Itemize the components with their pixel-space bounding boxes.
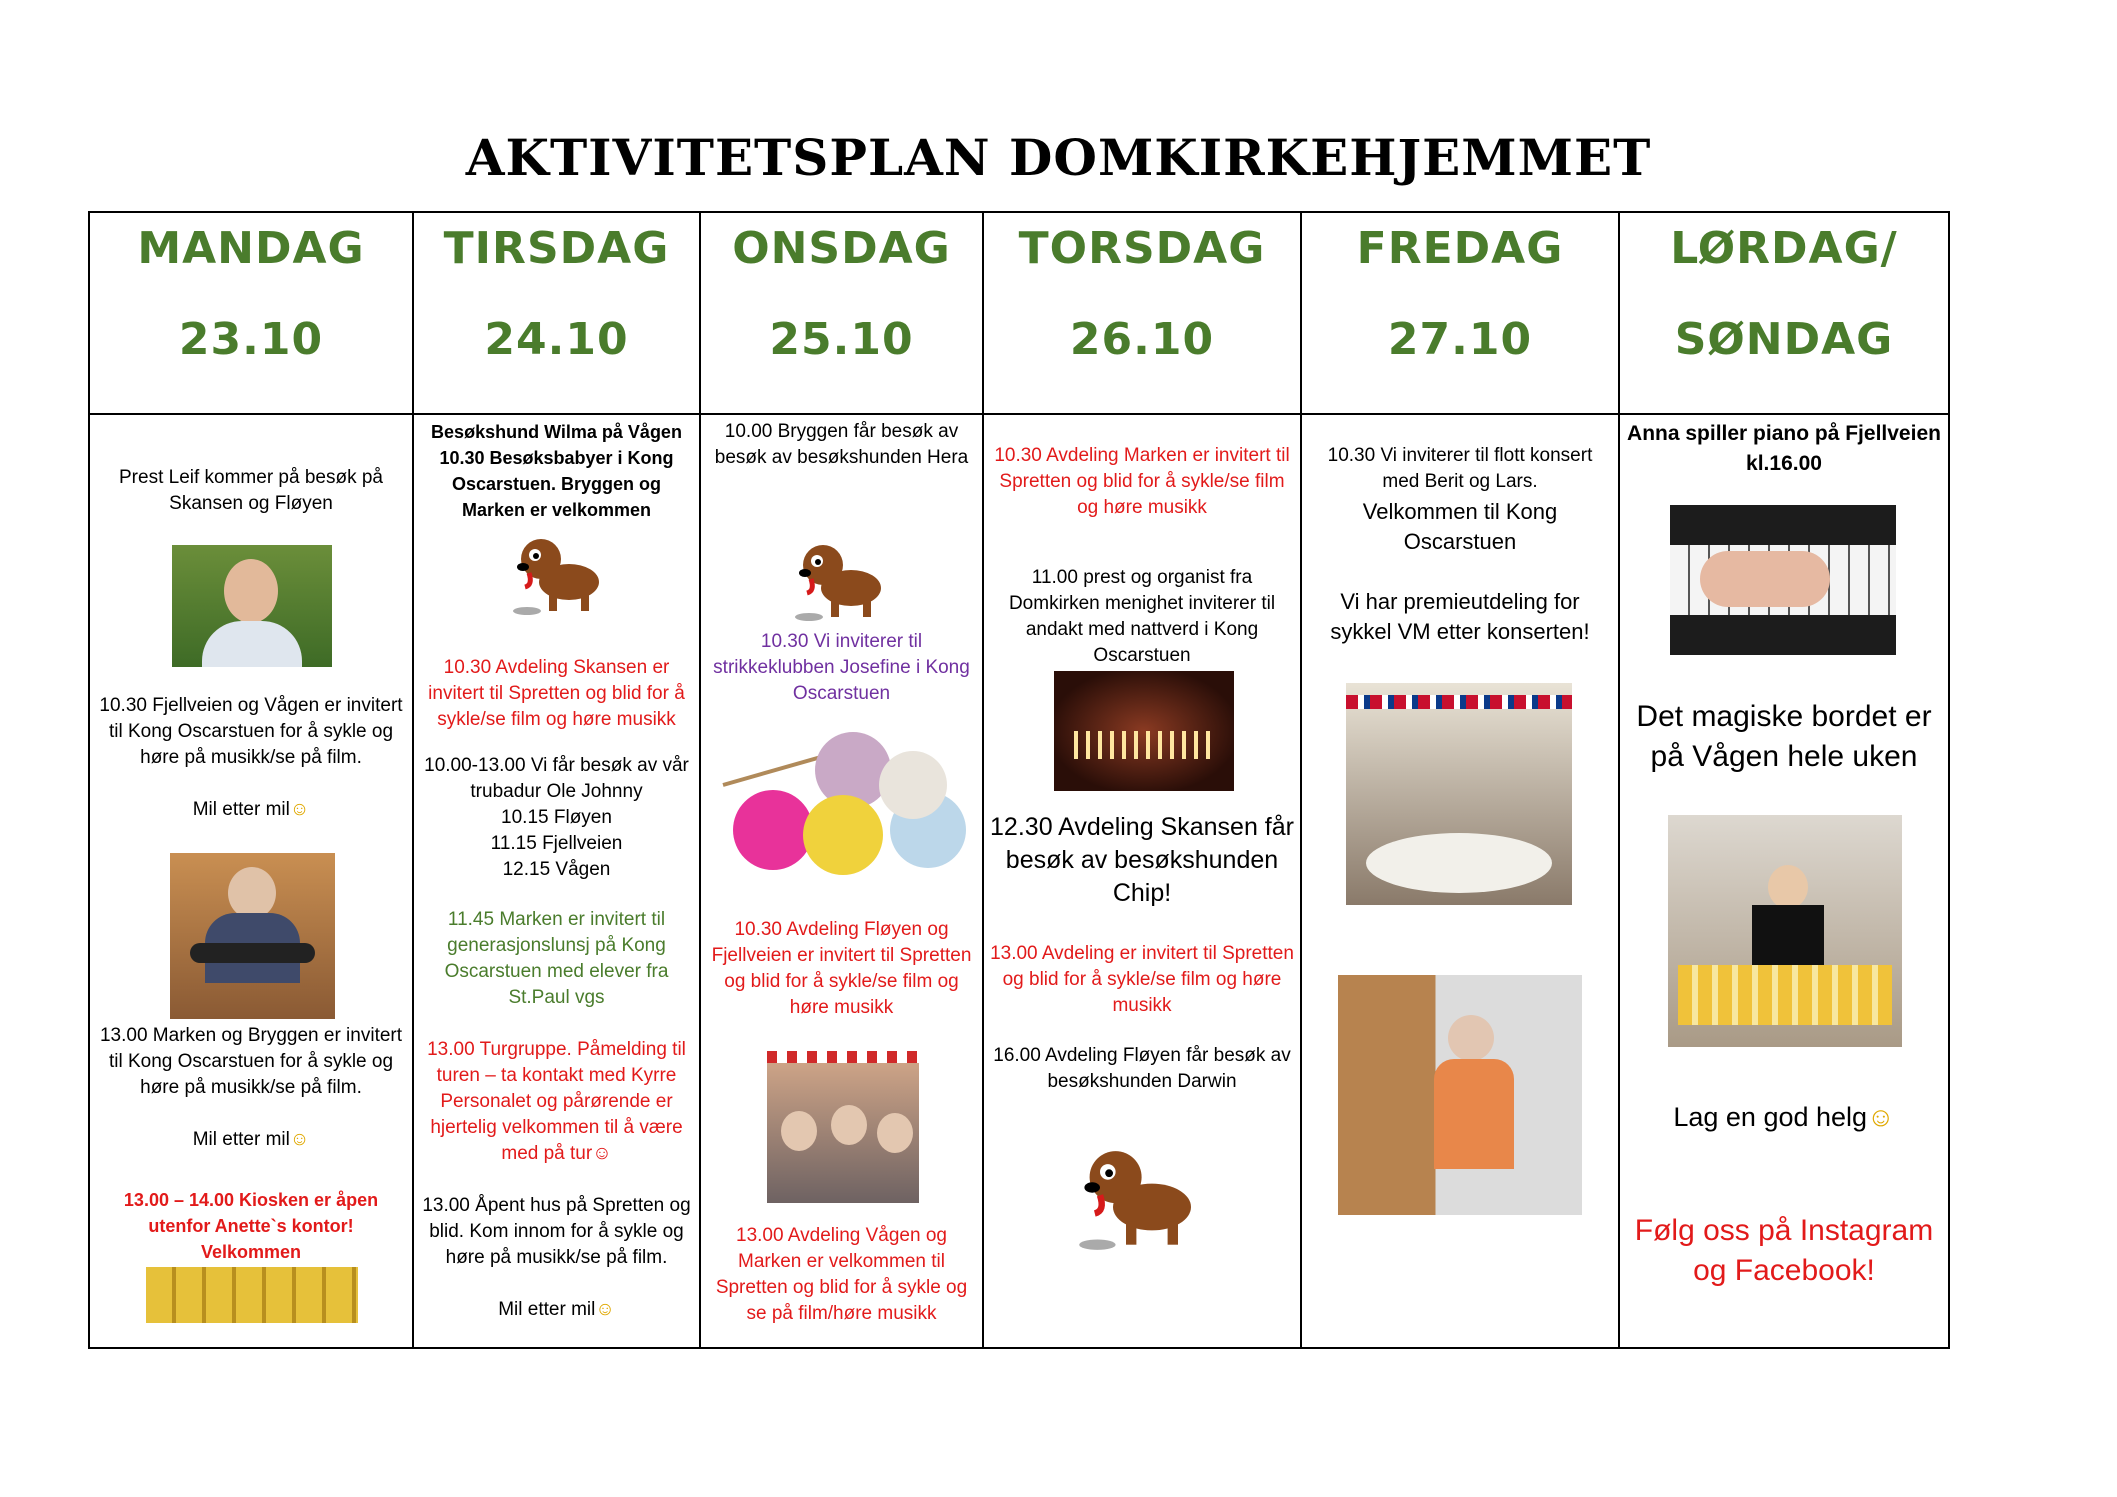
dog-icon	[791, 533, 891, 623]
activity-skansen: 10.30 Avdeling Skansen er invitert til Spretten og blid for å sykle/se film og høre musikk	[428, 657, 685, 730]
day-header-tirsdag	[413, 212, 700, 414]
column-helg	[1619, 414, 1949, 1348]
mil-etter-mil: Mil etter mil☺	[192, 799, 310, 820]
activity-anna: Anna spiller piano på Fjellveien kl.16.00	[1627, 422, 1941, 475]
activity-kiosk: 13.00 – 14.00 Kiosken er åpen utenfor Anette`s kontor! Velkommen	[123, 1190, 379, 1262]
activity-bordet: Det magiske bordet er på Vågen hele uken	[1636, 700, 1932, 773]
concert-photo	[1346, 683, 1572, 905]
mil-etter-mil: Mil etter mil☺	[192, 1129, 310, 1150]
trubadur-time-3: 12.15 Vågen	[502, 859, 611, 880]
activity-invitert: 13.00 Avdeling er invitert til Spretten og blid for å sykle/se film og høre musikk	[990, 943, 1294, 1016]
activity-hera: 10.00 Bryggen får besøk av besøk av besøkshunden Hera	[714, 421, 969, 468]
yarn-image	[713, 725, 973, 875]
candles-photo	[1054, 671, 1234, 791]
smiley-icon: ☺	[595, 1299, 615, 1320]
day-header-mandag	[89, 212, 413, 414]
activity-row	[89, 414, 1949, 1348]
kiosk-image	[146, 1267, 358, 1323]
day-name: TIRSDAG	[443, 223, 670, 274]
activity-marken: 13.00 Marken og Bryggen er invitert til Kong Oscarstuen for å sykle og høre på musikk/se på film.	[99, 1025, 403, 1098]
cycling-photo	[170, 853, 335, 1019]
day-name: ONSDAG	[732, 223, 951, 274]
piano-photo	[1670, 505, 1896, 655]
day-header-onsdag	[700, 212, 983, 414]
activity-fjellveien: 10.30 Fjellveien og Vågen er invitert til Kong Oscarstuen for å sykle og høre på musikk/se på film.	[99, 695, 403, 768]
activity-folg: Følg oss på Instagram og Facebook!	[1634, 1214, 1934, 1287]
activity-marken: 10.30 Avdeling Marken er invitert til Spretten og blid for å sykle/se film og høre musikk	[994, 445, 1290, 518]
smiley-icon: ☺	[289, 1129, 310, 1150]
mil-etter-mil: Mil etter mil☺	[498, 1299, 615, 1320]
activity-konsert: 10.30 Vi inviterer til flott konsert med Berit og Lars.	[1327, 445, 1593, 492]
day-header-helg	[1619, 212, 1949, 414]
activity-trubadur: 10.00-13.00 Vi får besøk av vår trubadur Ole Johnny	[424, 755, 689, 802]
activity-wilma: Besøkshund Wilma på Vågen 10.30 Besøksbabyer i Kong Oscarstuen. Bryggen og Marken er velkommen	[431, 422, 682, 520]
day-date: 26.10	[1069, 314, 1215, 365]
trubadur-time-2: 11.15 Fjellveien	[490, 833, 623, 854]
activity-darwin: 16.00 Avdeling Fløyen får besøk av besøkshunden Darwin	[993, 1045, 1291, 1092]
activity-premie: Vi har premieutdeling for sykkel VM etter konserten!	[1330, 589, 1590, 644]
activity-tur: 13.00 Turgruppe. Påmelding til turen – ta kontakt med Kyrre Personalet og pårørende er hjertelig velkommen til å være med på tur☺	[427, 1039, 686, 1164]
column-onsdag	[700, 414, 983, 1348]
trubadur-time-1: 10.15 Fløyen	[501, 807, 612, 828]
day-date: 27.10	[1387, 314, 1533, 365]
day-name: MANDAG	[137, 223, 365, 274]
group-photo	[767, 1051, 919, 1203]
activity-chip: 12.30 Avdeling Skansen får besøk av besøkshunden Chip!	[990, 813, 1294, 907]
activity-vagen: 13.00 Avdeling Vågen og Marken er velkommen til Spretten og blid for å sykle og se på film/høre musikk	[715, 1225, 968, 1324]
activity-strikk: 10.30 Vi inviterer til strikkeklubben Josefine i Kong Oscarstuen	[713, 631, 970, 704]
day-date: SØNDAG	[1674, 314, 1894, 365]
page-title: AKTIVITETSPLAN DOMKIRKEHJEMMET	[465, 128, 1652, 187]
dog-icon	[509, 527, 609, 617]
column-mandag	[89, 414, 413, 1348]
day-name: FREDAG	[1356, 223, 1564, 274]
dog-icon	[1074, 1135, 1204, 1253]
smiley-icon: ☺	[289, 799, 310, 820]
column-fredag	[1301, 414, 1619, 1348]
activity-lunsj: 11.45 Marken er invitert til generasjonslunsj på Kong Oscarstuen med elever fra St.Paul vgs	[444, 909, 669, 1008]
day-date: 25.10	[769, 314, 914, 365]
smiley-icon: ☺	[592, 1143, 612, 1164]
priest-photo	[172, 545, 332, 667]
column-torsdag	[983, 414, 1301, 1348]
day-name: LØRDAG/	[1670, 223, 1898, 274]
day-name: TORSDAG	[1018, 223, 1266, 274]
library-photo	[1338, 975, 1582, 1215]
activity-table	[88, 211, 1950, 1349]
activity-leif: Prest Leif kommer på besøk på Skansen og Fløyen	[119, 467, 383, 514]
activity-velkommen: Velkommen til Kong Oscarstuen	[1362, 499, 1558, 554]
smiley-icon: ☺	[1867, 1102, 1895, 1132]
column-tirsdag	[413, 414, 700, 1348]
day-header-row	[89, 212, 1949, 414]
day-header-fredag	[1301, 212, 1619, 414]
activity-apent: 13.00 Åpent hus på Spretten og blid. Kom innom for å sykle og høre på musikk/se på film.	[422, 1195, 691, 1268]
day-header-torsdag	[983, 212, 1301, 414]
activity-helg: Lag en god helg☺	[1673, 1102, 1895, 1132]
table-photo	[1668, 815, 1902, 1047]
day-date: 24.10	[484, 314, 629, 365]
activity-floyen: 10.30 Avdeling Fløyen og Fjellveien er invitert til Spretten og blid for å sykle/se film og høre musikk	[711, 919, 972, 1018]
activity-prest: 11.00 prest og organist fra Domkirken menighet inviterer til andakt med nattverd i Kong Oscarstuen	[1008, 567, 1276, 666]
day-date: 23.10	[178, 314, 324, 365]
